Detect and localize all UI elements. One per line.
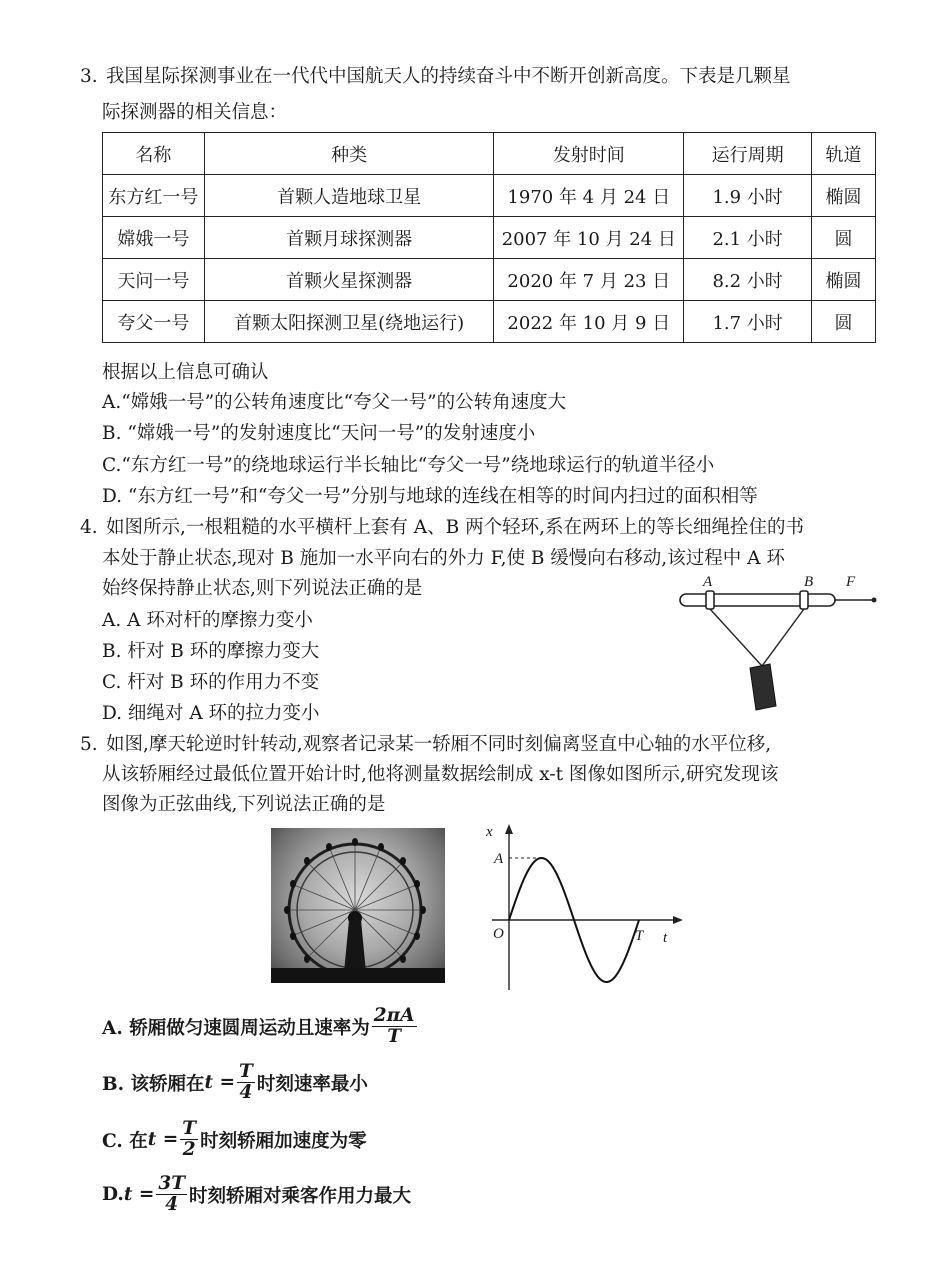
- x-axis-arrow: [673, 916, 683, 924]
- fraction-denominator: 2: [182, 1139, 196, 1160]
- fraction-three-quarter-period: [156, 1174, 187, 1215]
- q5-option-b: [102, 1062, 368, 1103]
- q4-stem-line2: 本处于静止状态,现对 B 施加一水平向右的外力 F,使 B 缓慢向右移动,该过程中 A 环: [102, 548, 785, 569]
- table-header-row: [103, 133, 876, 175]
- table-cell: 天问一号: [103, 259, 205, 301]
- table-cell: 首颗月球探测器: [204, 217, 494, 259]
- table-cell: 东方红一号: [103, 175, 205, 217]
- q5-option-c-text: C. 在: [102, 1130, 148, 1152]
- table-cell: 椭圆: [812, 259, 876, 301]
- fraction-numerator: T: [182, 1118, 197, 1139]
- table-cell: 8.2 小时: [684, 259, 812, 301]
- table-cell: 圆: [812, 217, 876, 259]
- table-cell: 1.9 小时: [684, 175, 812, 217]
- x-axis-label: t: [663, 930, 668, 946]
- q3-option-c: C.“东方红一号”的绕地球运行半长轴比“夸父一号”绕地球运行的轨道半径小: [102, 455, 715, 476]
- q5-stem-line3: 图像为正弦曲线,下列说法正确的是: [102, 794, 386, 815]
- q4-number: 4.: [80, 517, 98, 538]
- rod-rings-figure: [670, 568, 885, 718]
- q4-stem-text1: 如图所示,一根粗糙的水平横杆上套有 A、B 两个轻环,系在两环上的等长细绳拴住的书: [106, 517, 804, 538]
- table-cell: 圆: [812, 301, 876, 343]
- table-cell: 1970 年 4 月 24 日: [494, 175, 684, 217]
- q4-stem-line1: [80, 513, 804, 539]
- q4-option-d: D. 细绳对 A 环的拉力变小: [102, 703, 320, 724]
- q4-option-c: C. 杆对 B 环的作用力不变: [102, 672, 320, 693]
- q5-option-a: [102, 1006, 419, 1047]
- table-cell: 椭圆: [812, 175, 876, 217]
- q3-option-b: B. “嫦娥一号”的发射速度比“天问一号”的发射速度小: [102, 423, 536, 444]
- fraction-numerator: 2πA: [373, 1005, 415, 1026]
- table-cell: 2022 年 10 月 9 日: [494, 301, 684, 343]
- ring-a: [706, 591, 714, 609]
- ferris-wheel-drawing: [271, 828, 445, 983]
- probe-info-table: [102, 132, 876, 343]
- fraction-denominator: T: [387, 1026, 402, 1047]
- fraction-half-period: [180, 1119, 198, 1160]
- ring-b: [800, 591, 808, 609]
- fraction-denominator: 4: [239, 1082, 253, 1103]
- table-cell: 1.7 小时: [684, 301, 812, 343]
- q5-option-d-t: t =: [123, 1184, 155, 1205]
- origin-label: O: [493, 926, 504, 942]
- table-cell: 2.1 小时: [684, 217, 812, 259]
- q4-option-a: A. A 环对杆的摩擦力变小: [102, 610, 313, 631]
- q5-option-c-tail: 时刻轿厢加速度为零: [200, 1130, 367, 1152]
- x-t-graph: [482, 822, 692, 994]
- fraction-speed: [372, 1006, 417, 1047]
- table-header-cell: 发射时间: [494, 133, 684, 175]
- table-row: [103, 259, 876, 301]
- q5-option-b-tail: 时刻速率最小: [256, 1073, 368, 1095]
- table-cell: 首颗火星探测器: [204, 259, 494, 301]
- ground-silhouette: [271, 968, 445, 983]
- fraction-numerator: 3T: [158, 1173, 185, 1194]
- table-header-cell: 轨道: [812, 133, 876, 175]
- q5-option-b-t: t =: [204, 1072, 236, 1093]
- fraction-denominator: 4: [165, 1194, 179, 1215]
- period-label: T: [635, 928, 644, 944]
- table-cell: 首颗太阳探测卫星(绕地运行): [204, 301, 494, 343]
- string-b: [762, 609, 804, 666]
- q5-option-d-text: D.: [102, 1184, 124, 1205]
- string-a: [710, 609, 762, 666]
- label-a: A: [703, 574, 713, 590]
- q3-lead: 根据以上信息可确认: [102, 362, 269, 383]
- y-axis-label: x: [486, 824, 493, 840]
- amplitude-label: A: [494, 851, 504, 867]
- table-row: [103, 217, 876, 259]
- q3-option-d: D. “东方红一号”和“夸父一号”分别与地球的连线在相等的时间内扫过的面积相等: [102, 486, 758, 507]
- fraction-numerator: T: [239, 1061, 253, 1082]
- q5-option-a-text: A. 轿厢做匀速圆周运动且速率为: [102, 1017, 370, 1039]
- table-cell: 首颗人造地球卫星: [204, 175, 494, 217]
- q3-stem-text1: 我国星际探测事业在一代代中国航天人的持续奋斗中不断开创新高度。下表是几颗星: [106, 66, 791, 87]
- y-axis-arrow: [505, 824, 513, 834]
- q3-stem-line1: [80, 62, 791, 88]
- q5-option-b-text: B. 该轿厢在: [102, 1073, 205, 1095]
- table-header-cell: 种类: [204, 133, 494, 175]
- q3-number: 3.: [80, 66, 98, 87]
- q5-stem-text1: 如图,摩天轮逆时针转动,观察者记录某一轿厢不同时刻偏离竖直中心轴的水平位移,: [106, 734, 772, 755]
- q5-option-d: [102, 1174, 411, 1215]
- table-cell: 夸父一号: [103, 301, 205, 343]
- table-row: [103, 175, 876, 217]
- q5-option-d-tail: 时刻轿厢对乘客作用力最大: [188, 1185, 411, 1207]
- table-cell: 2007 年 10 月 24 日: [494, 217, 684, 259]
- q5-option-c-t: t =: [147, 1129, 179, 1150]
- q5-number: 5.: [80, 734, 98, 755]
- table-header-cell: 名称: [103, 133, 205, 175]
- q4-option-b: B. 杆对 B 环的摩擦力变大: [102, 641, 320, 662]
- label-b: B: [804, 574, 814, 590]
- q5-stem-line1: [80, 730, 771, 756]
- table-cell: 嫦娥一号: [103, 217, 205, 259]
- q5-option-c: [102, 1119, 367, 1160]
- book: [750, 664, 776, 710]
- fraction-quarter-period: [237, 1062, 255, 1103]
- ferris-wheel-photo: [271, 828, 445, 983]
- q3-option-a: A.“嫦娥一号”的公转角速度比“夸父一号”的公转角速度大: [102, 392, 567, 413]
- q5-stem-line2: 从该轿厢经过最低位置开始计时,他将测量数据绘制成 x-t 图像如图所示,研究发现该: [102, 764, 779, 785]
- q4-stem-line3: 始终保持静止状态,则下列说法正确的是: [102, 578, 423, 599]
- horizontal-rod: [680, 594, 835, 606]
- table-cell: 2020 年 7 月 23 日: [494, 259, 684, 301]
- label-f: F: [846, 574, 856, 590]
- table-header-cell: 运行周期: [684, 133, 812, 175]
- force-arrow-head: [872, 598, 877, 603]
- q3-stem-line2: 际探测器的相关信息：: [102, 102, 288, 123]
- table-row: [103, 301, 876, 343]
